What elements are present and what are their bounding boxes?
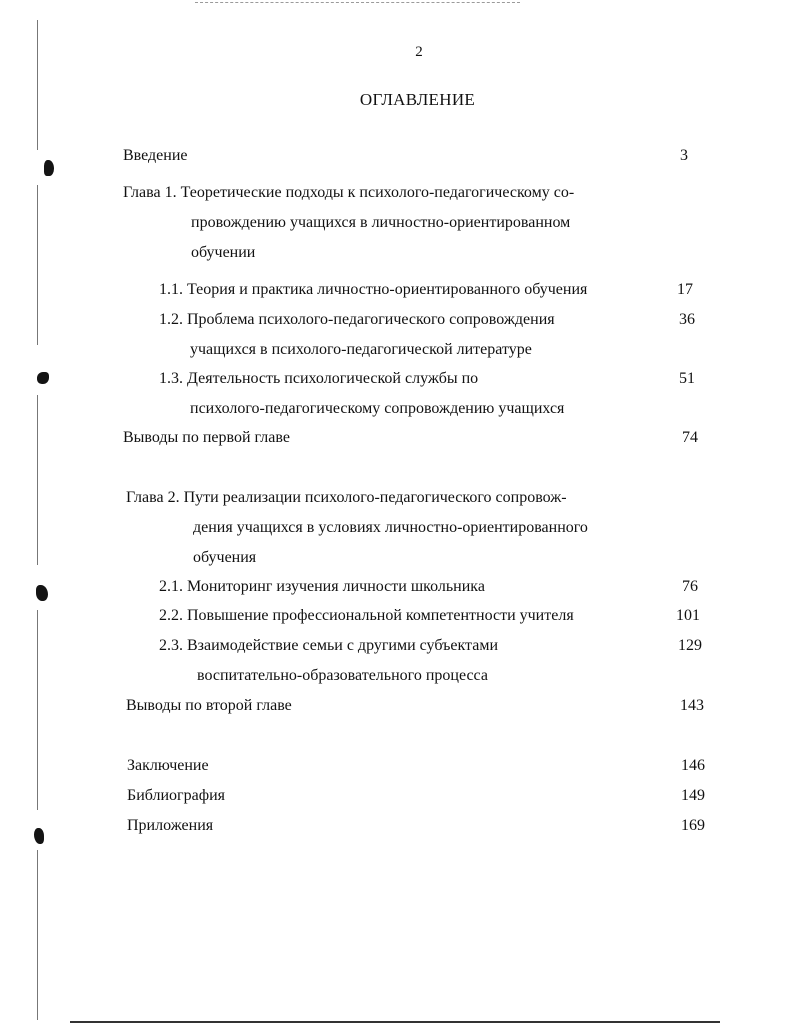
toc-entry-page: 143 — [680, 697, 704, 714]
toc-entry-line: провождению учащихся в личностно-ориентированном — [191, 214, 571, 231]
toc-entry-line: воспитательно-образовательного процесса — [197, 667, 488, 684]
toc-entry-line: учащихся в психолого-педагогической литературе — [190, 341, 532, 358]
page-number: 2 — [415, 44, 423, 60]
toc-entry-label: Выводы по первой главе — [123, 429, 290, 446]
toc-heading: ОГЛАВЛЕНИЕ — [359, 90, 476, 109]
margin-scan-line — [37, 850, 38, 1020]
toc-entry-page: 51 — [679, 370, 695, 387]
toc-entry-page: 101 — [676, 607, 700, 624]
toc-entry-line: обучении — [191, 244, 256, 261]
toc-entry-page: 3 — [680, 147, 688, 164]
toc-entry-line: Глава 1. Теоретические подходы к психолого-педагогическому со- — [123, 184, 575, 201]
toc-entry-line: 2.1. Мониторинг изучения личности школьника — [159, 578, 485, 595]
binding-hole-mark — [44, 160, 54, 176]
margin-scan-line — [37, 185, 38, 345]
toc-entry-line: психолого-педагогическому сопровождению учащихся — [190, 400, 565, 417]
toc-entry-line: Глава 2. Пути реализации психолого-педагогического сопровож- — [126, 489, 567, 506]
toc-entry-page: 36 — [679, 311, 695, 328]
toc-entry-line: 2.2. Повышение профессиональной компетентности учителя — [159, 607, 574, 624]
toc-entry-line: дения учащихся в условиях личностно-ориентированного — [193, 519, 588, 536]
toc-entry-label: Заключение — [127, 757, 209, 774]
toc-entry-line: обучения — [193, 549, 257, 566]
toc-entry-page: 76 — [682, 578, 698, 595]
toc-entry-label: Приложения — [127, 817, 214, 834]
toc-entry-line: 1.1. Теория и практика личностно-ориентированного обучения — [159, 281, 588, 298]
bottom-scan-rule — [70, 1021, 720, 1023]
margin-scan-line — [37, 20, 38, 150]
toc-entry-label: Библиография — [127, 787, 225, 804]
margin-scan-line — [37, 610, 38, 810]
toc-entry-page: 146 — [681, 757, 705, 774]
binding-hole-mark — [36, 585, 48, 601]
toc-entry-line: 1.2. Проблема психолого-педагогического сопровождения — [159, 311, 555, 328]
binding-hole-mark — [37, 372, 49, 384]
toc-entry-label: Введение — [123, 147, 188, 164]
margin-scan-line — [37, 395, 38, 565]
toc-entry-page: 74 — [682, 429, 698, 446]
toc-entry-line: 2.3. Взаимодействие семьи с другими субъектами — [159, 637, 498, 654]
toc-entry-page: 149 — [681, 787, 705, 804]
top-scan-rule — [195, 2, 520, 3]
toc-entry-page: 169 — [681, 817, 705, 834]
toc-entry-page: 17 — [677, 281, 693, 298]
binding-hole-mark — [34, 828, 44, 844]
toc-entry-line: 1.3. Деятельность психологической службы по — [159, 370, 479, 387]
toc-entry-page: 129 — [678, 637, 702, 654]
toc-entry-label: Выводы по второй главе — [126, 697, 292, 714]
